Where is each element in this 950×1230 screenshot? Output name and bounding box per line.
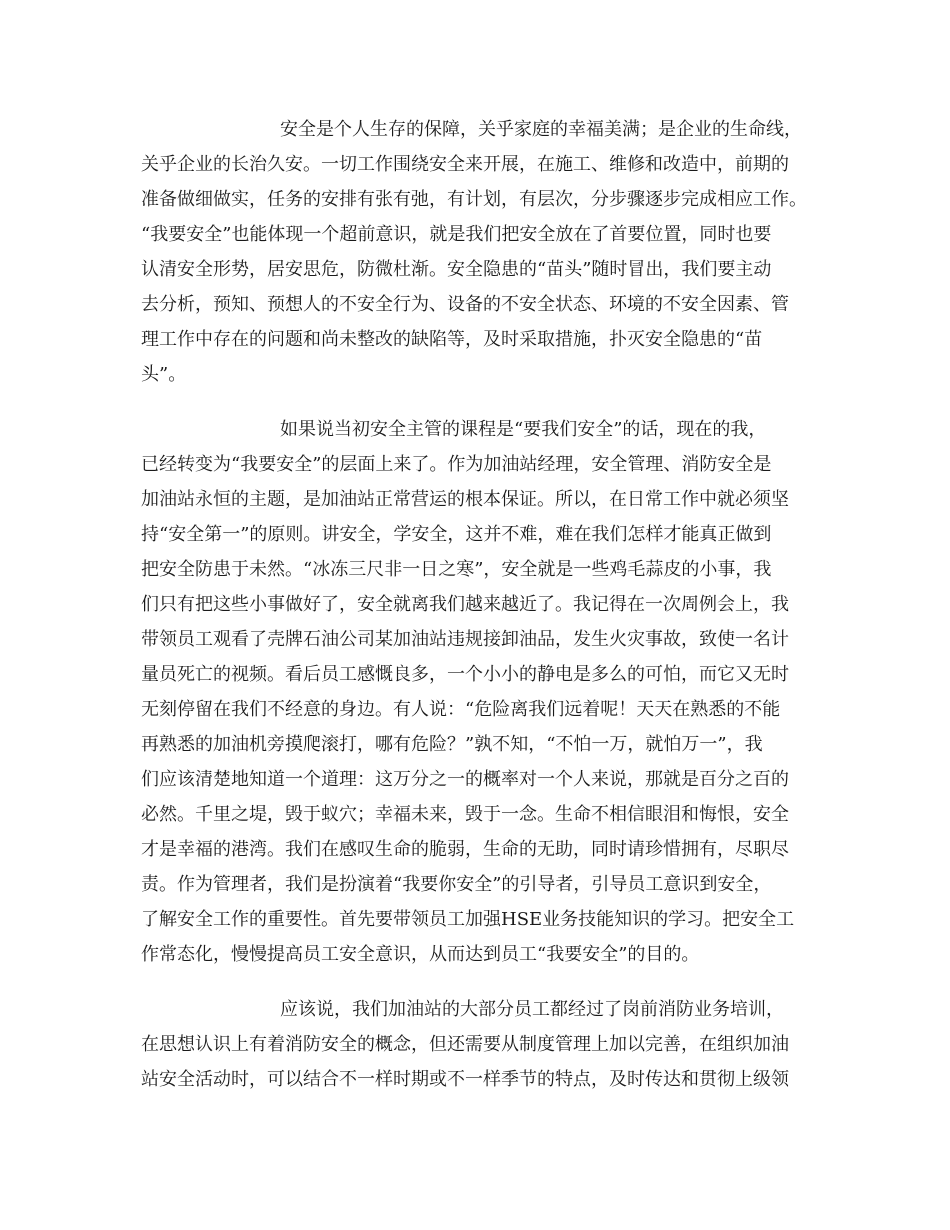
paragraph-2-line-7: 带领员工观看了壳牌石油公司某加油站违规接卸油品，发生火灾事故，致使一名计 — [141, 629, 789, 650]
paragraph-1-line-6: 去分析，预知、预想人的不安全行为、设备的不安全状态、环境的不安全因素、管 — [141, 294, 789, 315]
paragraph-1-line-1: 安全是个人生存的保障，关乎家庭的幸福美满；是企业的生命线， — [280, 119, 802, 140]
paragraph-2-line-6: 们只有把这些小事做好了，安全就离我们越来越近了。我记得在一次周例会上，我 — [141, 594, 789, 615]
paragraph-1-line-3: 准备做细做实，任务的安排有张有弛，有计划，有层次，分步骤逐步完成相应工作。 — [141, 189, 807, 210]
paragraph-2-line-1: 如果说当初安全主管的课程是“要我们安全”的话，现在的我， — [280, 419, 767, 440]
paragraph-2-line-8: 量员死亡的视频。看后员工感慨良多，一个小小的静电是多么的可怕，而它又无时 — [141, 664, 789, 685]
paragraph-1-line-2: 关乎企业的长治久安。一切工作围绕安全来开展，在施工、维修和改造中，前期的 — [141, 154, 789, 175]
paragraph-3-line-2: 在思想认识上有着消防安全的概念，但还需要从制度管理上加以完善，在组织加油 — [141, 1034, 789, 1055]
paragraph-1-line-7: 理工作中存在的问题和尚未整改的缺陷等，及时采取措施，扑灭安全隐患的“苗 — [141, 329, 763, 350]
paragraph-3-line-3: 站安全活动时，可以结合不一样时期或不一样季节的特点，及时传达和贯彻上级领 — [141, 1069, 789, 1090]
paragraph-2-line-15: 了解安全工作的重要性。首先要带领员工加强HSE业务技能知识的学习。把安全工 — [141, 909, 795, 930]
paragraph-2-line-9: 无刻停留在我们不经意的身边。有人说：“危险离我们远着呢！天天在熟悉的不能 — [141, 699, 781, 720]
paragraph-2-line-10: 再熟悉的加油机旁摸爬滚打，哪有危险？”孰不知，“不怕一万，就怕万一”，我 — [141, 734, 763, 755]
paragraph-2-line-4: 持“安全第一”的原则。讲安全，学安全，这并不难，难在我们怎样才能真正做到 — [141, 524, 772, 545]
paragraph-1-line-8: 头”。 — [141, 364, 187, 385]
paragraph-2-line-14: 责。作为管理者，我们是扮演着“我要你安全”的引导者，引导员工意识到安全， — [141, 874, 772, 895]
paragraph-1-line-4: “我要安全”也能体现一个超前意识，就是我们把安全放在了首要位置，同时也要 — [141, 224, 772, 245]
paragraph-2-line-13: 才是幸福的港湾。我们在感叹生命的脆弱，生命的无助，同时请珍惜拥有，尽职尽 — [141, 839, 789, 860]
paragraph-2-line-5: 把安全防患于未然。“冰冻三尺非一日之寒”，安全就是一些鸡毛蒜皮的小事，我 — [141, 559, 772, 580]
paragraph-2-line-3: 加油站永恒的主题，是加油站正常营运的根本保证。所以，在日常工作中就必须坚 — [141, 489, 789, 510]
paragraph-2-line-2: 已经转变为“我要安全”的层面上来了。作为加油站经理，安全管理、消防安全是 — [141, 454, 772, 475]
paragraph-2-line-16: 作常态化，慢慢提高员工安全意识，从而达到员工“我要安全”的目的。 — [141, 944, 700, 965]
paragraph-2-line-12: 必然。千里之堤，毁于蚁穴；幸福未来，毁于一念。生命不相信眼泪和悔恨，安全 — [141, 804, 789, 825]
paragraph-1-line-5: 认清安全形势，居安思危，防微杜渐。安全隐患的“苗头”随时冒出，我们要主动 — [141, 259, 772, 280]
paragraph-3-line-1: 应该说，我们加油站的大部分员工都经过了岗前消防业务培训， — [280, 999, 784, 1020]
paragraph-2-line-11: 们应该清楚地知道一个道理：这万分之一的概率对一个人来说，那就是百分之百的 — [141, 769, 789, 790]
